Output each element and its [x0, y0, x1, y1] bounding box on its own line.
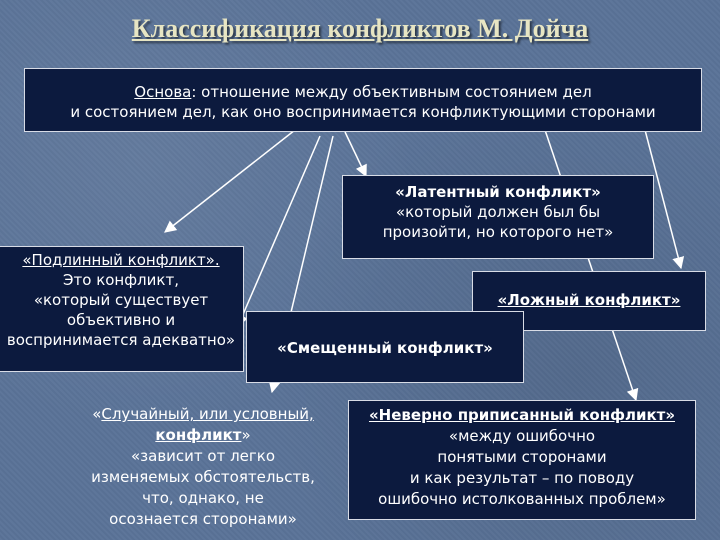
- displaced-conflict-name: «Смещенный конфликт»: [277, 339, 493, 357]
- basis-label: Основа: [134, 83, 192, 101]
- misattributed-conflict-box: [348, 400, 696, 520]
- genuine-conflict-box: [0, 246, 244, 372]
- displaced-conflict-box: [246, 311, 524, 383]
- genuine-conflict-line-4: объективно и: [66, 311, 176, 329]
- arrow-to-latent: [345, 132, 366, 176]
- misattributed-conflict-line-4: и как результат – по поводу: [409, 469, 635, 487]
- false-conflict-name: «Ложный конфликт»: [497, 291, 681, 309]
- accidental-conflict-text: [62, 404, 344, 530]
- slide-title: Классификация конфликтов М. Дойча: [131, 14, 589, 43]
- genuine-conflict-line-2: Это конфликт,: [63, 271, 179, 289]
- basis-text-1: : отношение между объективным состоянием дел: [191, 83, 592, 101]
- misattributed-conflict-name: «Неверно приписанный конфликт»: [368, 406, 676, 424]
- arrow-to-genuine: [165, 130, 295, 232]
- accidental-conflict-name-2: конфликт»: [155, 426, 251, 444]
- basis-line-1: [25, 82, 701, 102]
- accidental-conflict-line-5: что, однако, не: [142, 489, 264, 507]
- misattributed-conflict-line-5: ошибочно истолкованных проблем»: [378, 490, 666, 508]
- basis-text-2: и состоянием дел, как оно воспринимается конфликтующими сторонами: [70, 103, 656, 121]
- latent-conflict-line-2: «который должен был бы: [395, 203, 601, 221]
- genuine-conflict-name: «Подлинный конфликт».: [22, 251, 220, 269]
- latent-conflict-name: «Латентный конфликт»: [395, 183, 601, 201]
- arrow-to-misattributed: [545, 130, 636, 400]
- latent-conflict-line-3: произойти, но которого нет»: [382, 223, 614, 241]
- basis-box: [24, 68, 702, 132]
- latent-conflict-box: [342, 175, 654, 259]
- accidental-conflict-line-4: изменяемых обстоятельств,: [91, 468, 315, 486]
- misattributed-conflict-line-2: «между ошибочно: [448, 427, 596, 445]
- accidental-conflict-name-1: «Случайный, или условный,: [92, 405, 314, 423]
- accidental-conflict-line-3: «зависит от легко: [130, 447, 276, 465]
- genuine-conflict-line-5: воспринимается адекватно»: [6, 331, 236, 349]
- genuine-conflict-line-3: «который существует: [33, 291, 209, 309]
- misattributed-conflict-line-3: понятыми сторонами: [437, 448, 607, 466]
- accidental-conflict-line-6: осознается сторонами»: [109, 510, 297, 528]
